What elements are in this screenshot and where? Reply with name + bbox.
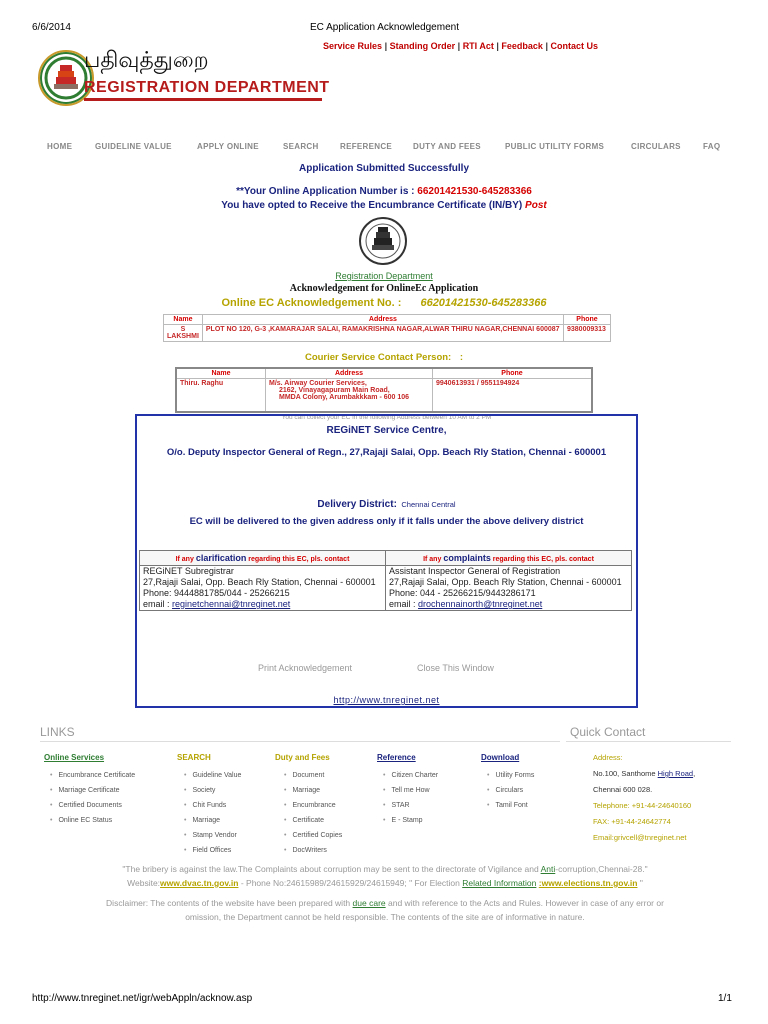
list-item[interactable]: • Society [184,783,241,798]
courier-phone: 9940613931 / 9551194924 [433,379,593,413]
courier-table [175,367,593,413]
election-info-link[interactable]: Related Information [462,878,537,888]
col-download[interactable]: Download [481,753,520,762]
nav-reference[interactable]: REFERENCE [340,142,393,151]
table-row [176,379,592,413]
nav-public-utility-forms[interactable]: PUBLIC UTILITY FORMS [505,142,605,151]
opted-line: You have opted to Receive the Encumbrance Certificate (IN/BY) Post [221,200,547,211]
nav-home[interactable]: HOME [47,142,73,151]
print-ack-button[interactable]: Print Acknowledgement [258,663,353,673]
link-contact-us[interactable]: Contact Us [550,41,599,51]
courier-address: M/s. Airway Courier Services, 2162, Vinayagapuram Main Road, MMDA Colony, Arumbakkkam - 600 106 [266,379,433,413]
delivery-note: EC will be delivered to the given address only if it falls under the above delivery district [189,516,584,527]
complaints-header: If any complaints regarding this EC, pls. contact [386,551,632,566]
list-item[interactable]: • Tell me How [383,783,438,798]
nav-circulars[interactable]: CIRCULARS [631,142,681,151]
list-item[interactable]: • Marriage [184,813,241,828]
list-item[interactable]: • DocWriters [284,843,342,858]
link-standing-order[interactable]: Standing Order [389,41,456,51]
list-item[interactable]: • Encumbrance Certificate [50,768,135,783]
list-item[interactable]: • Field Offices [184,843,241,858]
list-item[interactable]: • Certified Documents [50,798,135,813]
bribery-line-1: "The bribery is against the law.The Complaints about corruption may be sent to the directorate of Vigilance and Anti-corruption,Chennai-28." [122,864,648,874]
list-item[interactable]: • E - Stamp [383,813,438,828]
ack-heading: Acknowledgement for OnlineEc Application [289,283,479,294]
courier-name: Thiru. Raghu [176,379,266,413]
nav-faq[interactable]: FAQ [703,142,721,151]
print-title: EC Application Acknowledgement [310,22,459,33]
list-item[interactable]: • Document [284,768,342,783]
close-window-button[interactable]: Close This Window [417,663,494,673]
links-divider [40,741,560,742]
list-item[interactable]: • Online EC Status [50,813,135,828]
reference-list [383,768,438,828]
clarification-email-link[interactable]: reginetchennai@tnreginet.net [172,599,291,609]
main-nav [0,142,768,154]
submitted-message: Application Submitted Successfully [298,163,470,174]
courier-heading-line: Courier Service Contact Person: : [304,352,464,363]
list-item[interactable]: • Stamp Vendor [184,828,241,843]
complaints-contact: Assistant Inspector General of Registration 27,Rajaji Salai, Opp. Beach Rly Station, Chennai - 600001 Phone: 044 - 25266215/9443286171 email : drochennainorth@tnreginet.net [386,566,632,611]
nav-guideline-value[interactable]: GUIDELINE VALUE [95,142,172,151]
quick-divider [566,741,731,742]
link-rti-act[interactable]: RTI Act [462,41,494,51]
table-row [140,566,632,611]
print-url: http://www.tnreginet.net/igr/webAppln/acknow.asp [32,993,253,1004]
search-list [184,768,241,858]
link-service-rules[interactable]: Service Rules [323,41,383,51]
list-item[interactable]: • Encumbrance [284,798,342,813]
col-online-services[interactable]: Online Services [44,753,105,762]
quick-contact-title: Quick Contact [570,725,646,739]
list-item[interactable]: • Guideline Value [184,768,241,783]
table-header-row: Name Address Phone [176,368,592,379]
due-care-link[interactable]: due care [352,898,386,908]
clarification-contact: REGiNET Subregistrar 27,Rajaji Salai, Opp. Beach Rly Station, Chennai - 600001 Phone: 9444881785/044 - 25266215 email : reginetchennai@tnreginet.net [140,566,386,611]
disclaimer-line-2: omission, the Department cannot be held responsible. The contents of the site are of informative in nature. [185,912,585,922]
list-item[interactable]: • Citizen Charter [383,768,438,783]
online-ack-number: 66201421530-645283366 [420,297,547,309]
title-underline [84,98,322,101]
applicant-table [163,314,611,342]
list-item[interactable]: • Marriage Certificate [50,783,135,798]
service-centre-address: O/o. Deputy Inspector General of Regn., 27,Rajaji Salai, Opp. Beach Rly Station, Chennai - 600001 [166,447,607,458]
tamil-title: பதிவுத்துறை [84,48,209,73]
online-ack-line: Online EC Acknowledgement No. : 66201421530-645283366 [221,297,547,309]
table-header-row: Name Address Phone [164,315,611,325]
quick-contact-details: Address: No.100, Santhome High Road, Chennai 600 028. Telephone: +91-44-24640160 FAX: +91-44-24642774 Email:grivcell@tnreginet.net [593,750,695,846]
application-number-line: **Your Online Application Number is : 66201421530-645283366 [236,186,532,197]
col-reference[interactable]: Reference [377,753,416,762]
list-item[interactable]: • Chit Funds [184,798,241,813]
elections-site-link[interactable]: :www.elections.tn.gov.in [538,878,638,888]
nav-apply-online[interactable]: APPLY ONLINE [197,142,259,151]
table-header-row [140,551,632,566]
service-centre-title: REGiNET Service Centre, [326,425,447,436]
collect-note: You can collect your EC in the following Address between 10 AM to 2 PM [281,414,492,421]
dept-link[interactable]: Registration Department [335,271,433,281]
duty-fees-list [284,768,342,858]
list-item[interactable]: • Utility Forms [487,768,534,783]
list-item[interactable]: • STAR [383,798,438,813]
list-item[interactable]: • Marriage [284,783,342,798]
table-row [164,325,611,342]
download-list [487,768,534,813]
contacts-table [139,550,632,611]
col-search[interactable]: SEARCH [177,753,211,762]
online-services-list [50,768,135,828]
dept-title: REGISTRATION DEPARTMENT [84,79,330,96]
nav-duty-and-fees[interactable]: DUTY AND FEES [413,142,481,151]
print-date: 6/6/2014 [32,22,71,33]
complaints-email-link[interactable]: drochennainorth@tnreginet.net [418,599,543,609]
col-duty-fees[interactable]: Duty and Fees [275,753,330,762]
link-feedback[interactable]: Feedback [501,41,543,51]
applicant-address: PLOT NO 120, G-3 ,KAMARAJAR SALAI, RAMAKRISHNA NAGAR,ALWAR THIRU NAGAR,CHENNAI 600087 [202,325,563,342]
list-item[interactable]: • Certificate [284,813,342,828]
list-item[interactable]: • Certified Copies [284,828,342,843]
delivery-district: Delivery District: Chennai Central [317,499,456,510]
site-link[interactable]: http://www.tnreginet.net [333,695,440,705]
list-item[interactable]: • Circulars [487,783,534,798]
applicant-phone: 9380009313 [564,325,611,342]
clarification-header: If any clarification regarding this EC, pls. contact [140,551,386,566]
list-item[interactable]: • Tamil Font [487,798,534,813]
disclaimer-line-1: Disclaimer: The contents of the website have been prepared with due care and with reference to the Acts and Rules. However in case of any error or [106,898,664,908]
applicant-name: S LAKSHMI [164,325,203,342]
nav-search[interactable]: SEARCH [283,142,319,151]
quick-email[interactable]: Email:grivcell@tnreginet.net [593,833,687,842]
high-road-link[interactable]: High Road [657,769,694,778]
print-page: 1/1 [718,993,732,1004]
bribery-line-2: Website:www.dvac.tn.gov.in - Phone No:24615989/24615929/24615949; " For Election Related Information :www.elections.tn.gov.in " [127,878,643,888]
seal-icon [352,215,414,272]
top-links: Service Rules | Standing Order | RTI Act | Feedback | Contact Us [323,41,599,51]
links-title: LINKS [40,725,75,739]
application-number: 66201421530-645283366 [417,186,532,197]
delivery-district-value: Chennai Central [401,500,456,509]
dvac-link[interactable]: www.dvac.tn.gov.in [160,878,239,888]
